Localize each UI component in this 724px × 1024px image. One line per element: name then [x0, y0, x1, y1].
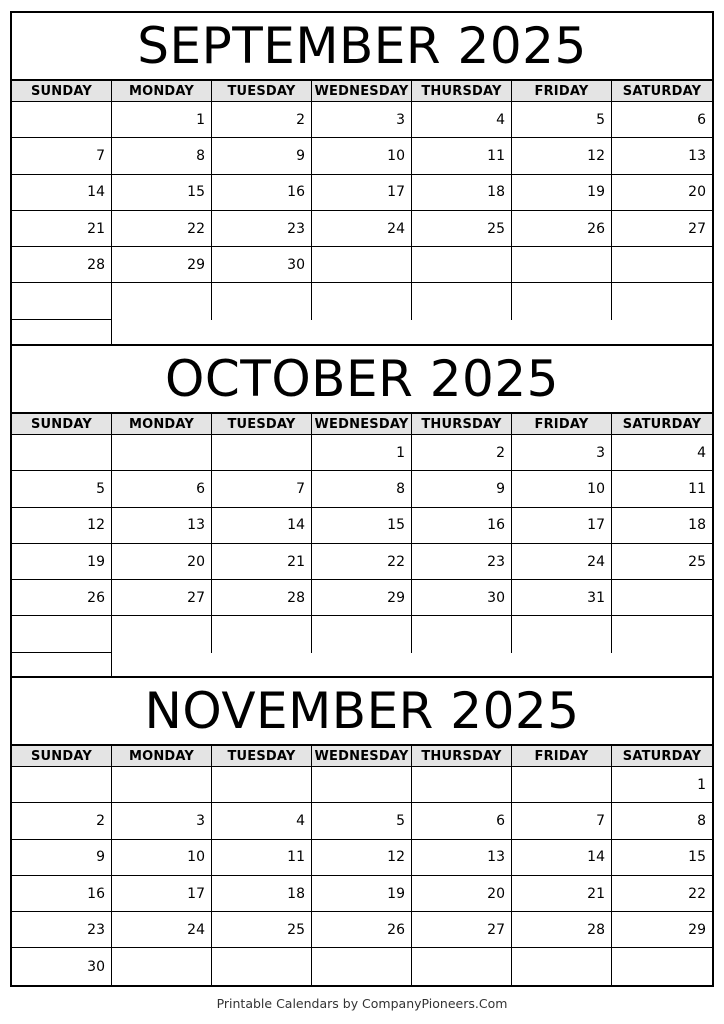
day-cell: 21 — [212, 544, 312, 580]
weekday-header: SATURDAY — [612, 81, 712, 102]
day-cell: 28 — [12, 247, 112, 283]
month-calendar — [10, 11, 714, 358]
day-cell — [212, 435, 312, 471]
day-cell: 9 — [212, 138, 312, 174]
day-cell — [612, 616, 712, 652]
day-cell — [512, 767, 612, 803]
month-calendar — [10, 344, 714, 691]
weekday-header: WEDNESDAY — [312, 81, 412, 102]
day-cell: 31 — [512, 580, 612, 616]
day-cell: 21 — [512, 876, 612, 912]
day-cell: 8 — [612, 803, 712, 839]
day-cell — [12, 767, 112, 803]
day-cell — [12, 435, 112, 471]
day-cell: 22 — [112, 211, 212, 247]
day-cell — [112, 283, 212, 319]
day-cell: 4 — [612, 435, 712, 471]
day-cell: 25 — [612, 544, 712, 580]
weekday-header: WEDNESDAY — [312, 414, 412, 435]
day-cell: 18 — [612, 508, 712, 544]
day-cell — [512, 948, 612, 984]
day-cell: 13 — [412, 840, 512, 876]
day-cell: 6 — [612, 102, 712, 138]
day-cell: 24 — [112, 912, 212, 948]
day-cell: 29 — [612, 912, 712, 948]
day-cell — [12, 616, 112, 652]
weekday-header: FRIDAY — [512, 414, 612, 435]
day-cell: 25 — [412, 211, 512, 247]
day-grid — [12, 414, 712, 689]
day-cell — [412, 616, 512, 652]
day-cell: 28 — [512, 912, 612, 948]
day-cell — [312, 283, 412, 319]
day-cell: 1 — [312, 435, 412, 471]
day-cell: 17 — [512, 508, 612, 544]
day-cell — [212, 948, 312, 984]
day-cell — [312, 948, 412, 984]
day-cell: 7 — [12, 138, 112, 174]
day-cell — [412, 283, 512, 319]
weekday-header: MONDAY — [112, 746, 212, 767]
day-cell: 1 — [112, 102, 212, 138]
day-cell: 2 — [412, 435, 512, 471]
day-cell: 29 — [312, 580, 412, 616]
day-cell — [412, 767, 512, 803]
day-cell: 7 — [212, 471, 312, 507]
day-cell: 1 — [612, 767, 712, 803]
day-cell: 5 — [312, 803, 412, 839]
weekday-header: FRIDAY — [512, 746, 612, 767]
day-cell: 19 — [512, 175, 612, 211]
day-cell: 15 — [312, 508, 412, 544]
day-cell: 22 — [312, 544, 412, 580]
day-cell: 11 — [412, 138, 512, 174]
day-cell: 16 — [12, 876, 112, 912]
day-cell: 3 — [112, 803, 212, 839]
day-cell: 28 — [212, 580, 312, 616]
day-cell: 23 — [412, 544, 512, 580]
day-cell: 24 — [512, 544, 612, 580]
day-cell: 26 — [12, 580, 112, 616]
day-cell: 26 — [512, 211, 612, 247]
day-cell: 14 — [212, 508, 312, 544]
month-title: SEPTEMBER 2025 — [12, 13, 712, 81]
day-cell: 12 — [312, 840, 412, 876]
day-cell: 18 — [412, 175, 512, 211]
day-cell: 18 — [212, 876, 312, 912]
day-cell — [512, 283, 612, 319]
day-cell — [212, 283, 312, 319]
day-cell: 14 — [12, 175, 112, 211]
day-cell: 2 — [12, 803, 112, 839]
day-cell: 10 — [112, 840, 212, 876]
day-cell: 3 — [512, 435, 612, 471]
month-title: NOVEMBER 2025 — [12, 678, 712, 746]
day-cell: 6 — [112, 471, 212, 507]
day-cell: 3 — [312, 102, 412, 138]
day-cell: 15 — [612, 840, 712, 876]
weekday-header: MONDAY — [112, 81, 212, 102]
day-cell: 13 — [112, 508, 212, 544]
day-cell — [612, 247, 712, 283]
day-cell: 5 — [12, 471, 112, 507]
day-cell: 16 — [412, 508, 512, 544]
day-cell — [112, 435, 212, 471]
day-cell: 16 — [212, 175, 312, 211]
day-cell: 26 — [312, 912, 412, 948]
day-cell: 11 — [612, 471, 712, 507]
day-cell: 20 — [412, 876, 512, 912]
day-cell — [12, 102, 112, 138]
day-grid — [12, 746, 712, 985]
day-cell: 27 — [112, 580, 212, 616]
weekday-header: SUNDAY — [12, 746, 112, 767]
day-cell — [112, 948, 212, 984]
day-cell: 12 — [12, 508, 112, 544]
weekday-header: TUESDAY — [212, 81, 312, 102]
weekday-header: FRIDAY — [512, 81, 612, 102]
weekday-header: SUNDAY — [12, 414, 112, 435]
day-cell: 5 — [512, 102, 612, 138]
day-cell: 22 — [612, 876, 712, 912]
day-cell: 23 — [212, 211, 312, 247]
day-cell — [212, 616, 312, 652]
day-cell — [412, 247, 512, 283]
day-cell: 14 — [512, 840, 612, 876]
weekday-header: MONDAY — [112, 414, 212, 435]
day-cell — [612, 580, 712, 616]
weekday-header: THURSDAY — [412, 414, 512, 435]
day-cell: 19 — [12, 544, 112, 580]
day-cell: 2 — [212, 102, 312, 138]
weekday-header: THURSDAY — [412, 81, 512, 102]
day-cell: 21 — [12, 211, 112, 247]
day-cell: 27 — [412, 912, 512, 948]
day-cell: 24 — [312, 211, 412, 247]
weekday-header: TUESDAY — [212, 746, 312, 767]
day-cell: 17 — [112, 876, 212, 912]
day-cell — [612, 283, 712, 319]
day-cell: 27 — [612, 211, 712, 247]
day-cell: 13 — [612, 138, 712, 174]
month-calendar — [10, 676, 714, 987]
day-cell: 30 — [12, 948, 112, 984]
day-cell — [312, 767, 412, 803]
weekday-header: WEDNESDAY — [312, 746, 412, 767]
day-cell: 17 — [312, 175, 412, 211]
day-cell: 20 — [112, 544, 212, 580]
day-cell: 11 — [212, 840, 312, 876]
day-cell: 29 — [112, 247, 212, 283]
day-cell: 19 — [312, 876, 412, 912]
day-cell: 6 — [412, 803, 512, 839]
day-cell: 9 — [12, 840, 112, 876]
day-cell — [512, 616, 612, 652]
day-cell: 9 — [412, 471, 512, 507]
weekday-header: TUESDAY — [212, 414, 312, 435]
weekday-header: THURSDAY — [412, 746, 512, 767]
day-cell: 4 — [212, 803, 312, 839]
day-cell — [612, 948, 712, 984]
footer-credit: Printable Calendars by CompanyPioneers.Com — [216, 996, 508, 1011]
day-cell: 30 — [212, 247, 312, 283]
day-cell: 25 — [212, 912, 312, 948]
day-cell — [512, 247, 612, 283]
day-cell — [212, 767, 312, 803]
day-cell: 30 — [412, 580, 512, 616]
month-title: OCTOBER 2025 — [12, 346, 712, 414]
day-grid — [12, 81, 712, 356]
day-cell: 20 — [612, 175, 712, 211]
day-cell: 10 — [312, 138, 412, 174]
day-cell: 7 — [512, 803, 612, 839]
weekday-header: SATURDAY — [612, 414, 712, 435]
day-cell — [312, 616, 412, 652]
day-cell — [112, 767, 212, 803]
weekday-header: SUNDAY — [12, 81, 112, 102]
day-cell: 23 — [12, 912, 112, 948]
day-cell: 15 — [112, 175, 212, 211]
day-cell: 8 — [312, 471, 412, 507]
day-cell — [12, 283, 112, 319]
day-cell — [312, 247, 412, 283]
day-cell: 10 — [512, 471, 612, 507]
day-cell: 8 — [112, 138, 212, 174]
weekday-header: SATURDAY — [612, 746, 712, 767]
day-cell — [412, 948, 512, 984]
day-cell — [112, 616, 212, 652]
day-cell: 12 — [512, 138, 612, 174]
day-cell: 4 — [412, 102, 512, 138]
